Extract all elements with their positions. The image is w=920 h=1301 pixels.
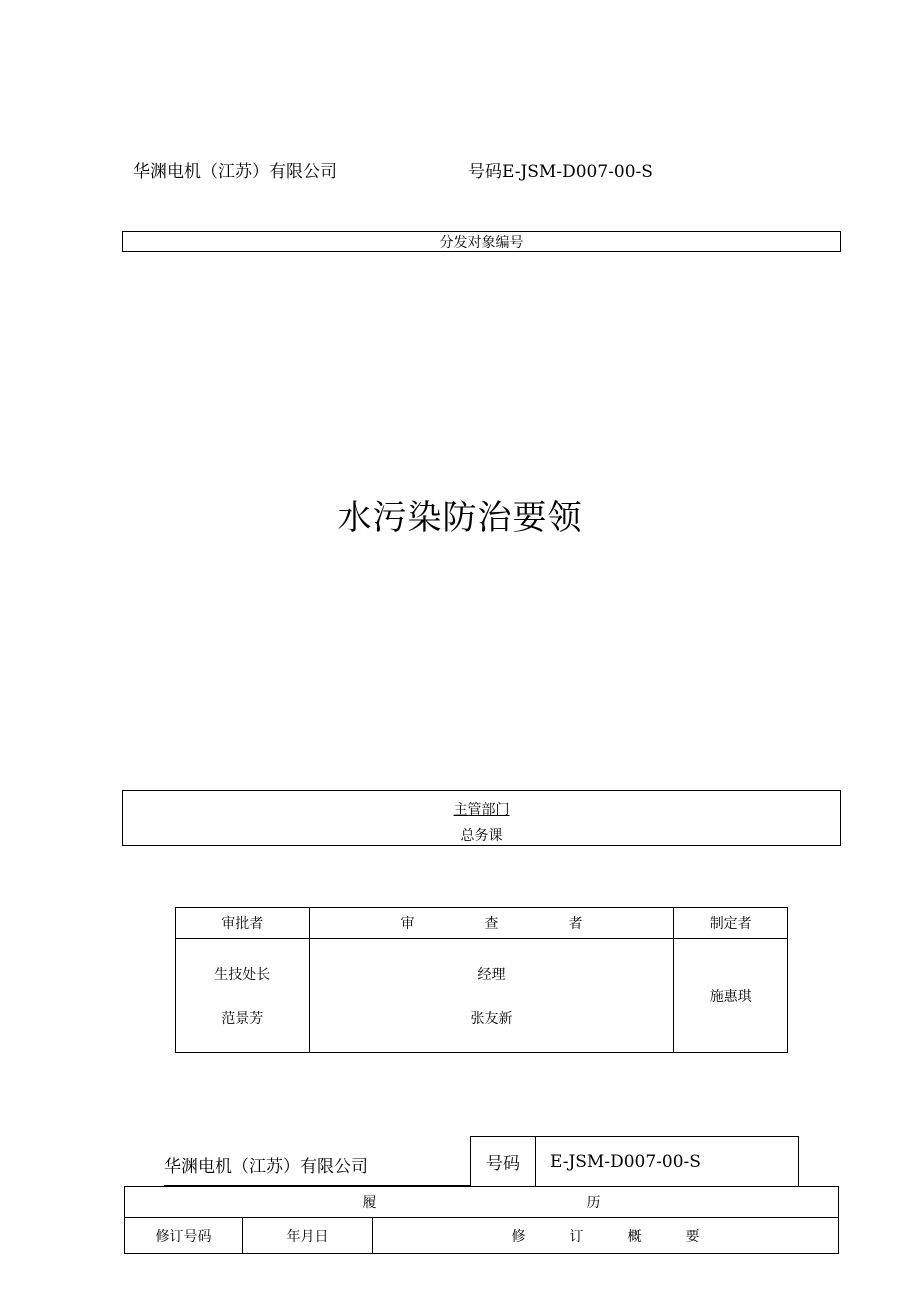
header-code-value: E-JSM-D007-00-S — [502, 162, 653, 182]
history-title-char: 历 — [586, 1195, 601, 1211]
footer-code-value: E-JSM-D007-00-S — [550, 1152, 701, 1172]
footer-code-box — [470, 1136, 799, 1187]
col-date: 年月日 — [243, 1218, 373, 1254]
footer-code-label: 号码 — [471, 1137, 536, 1186]
header-code-label: 号码 — [468, 162, 502, 182]
summary-char: 要 — [685, 1228, 700, 1245]
approver-cell — [176, 939, 310, 1053]
document-title: 水污染防治要领 — [337, 498, 583, 538]
reviewer-header-char: 者 — [568, 916, 583, 932]
distribution-box — [122, 231, 841, 252]
col-summary — [373, 1218, 839, 1254]
department-box — [122, 790, 841, 846]
header-code — [468, 157, 653, 182]
summary-char: 订 — [569, 1228, 584, 1245]
approver-header: 审批者 — [176, 908, 310, 939]
col-revision: 修订号码 — [125, 1218, 243, 1254]
author-name: 施惠琪 — [674, 939, 788, 1053]
reviewer-header — [309, 908, 674, 939]
history-title-char: 履 — [362, 1195, 377, 1211]
signature-table — [175, 907, 788, 1053]
reviewer-cell — [309, 939, 674, 1053]
reviewer-header-char: 审 — [400, 916, 415, 932]
author-header: 制定者 — [674, 908, 788, 939]
approver-title: 生技处长 — [214, 966, 271, 983]
history-table — [124, 1186, 839, 1254]
reviewer-header-char: 查 — [484, 916, 499, 932]
summary-char: 概 — [627, 1228, 642, 1245]
distribution-label: 分发对象编号 — [439, 234, 524, 251]
history-title — [125, 1187, 839, 1218]
reviewer-name: 张友新 — [470, 1010, 513, 1027]
approver-name: 范景芳 — [221, 1010, 264, 1027]
department-value: 总务课 — [460, 828, 503, 844]
footer-company: 华渊电机（江苏）有限公司 — [164, 1157, 368, 1177]
department-label: 主管部门 — [453, 802, 510, 818]
summary-char: 修 — [511, 1228, 526, 1245]
reviewer-title: 经理 — [477, 966, 506, 983]
header-company: 华渊电机（江苏）有限公司 — [133, 162, 337, 182]
